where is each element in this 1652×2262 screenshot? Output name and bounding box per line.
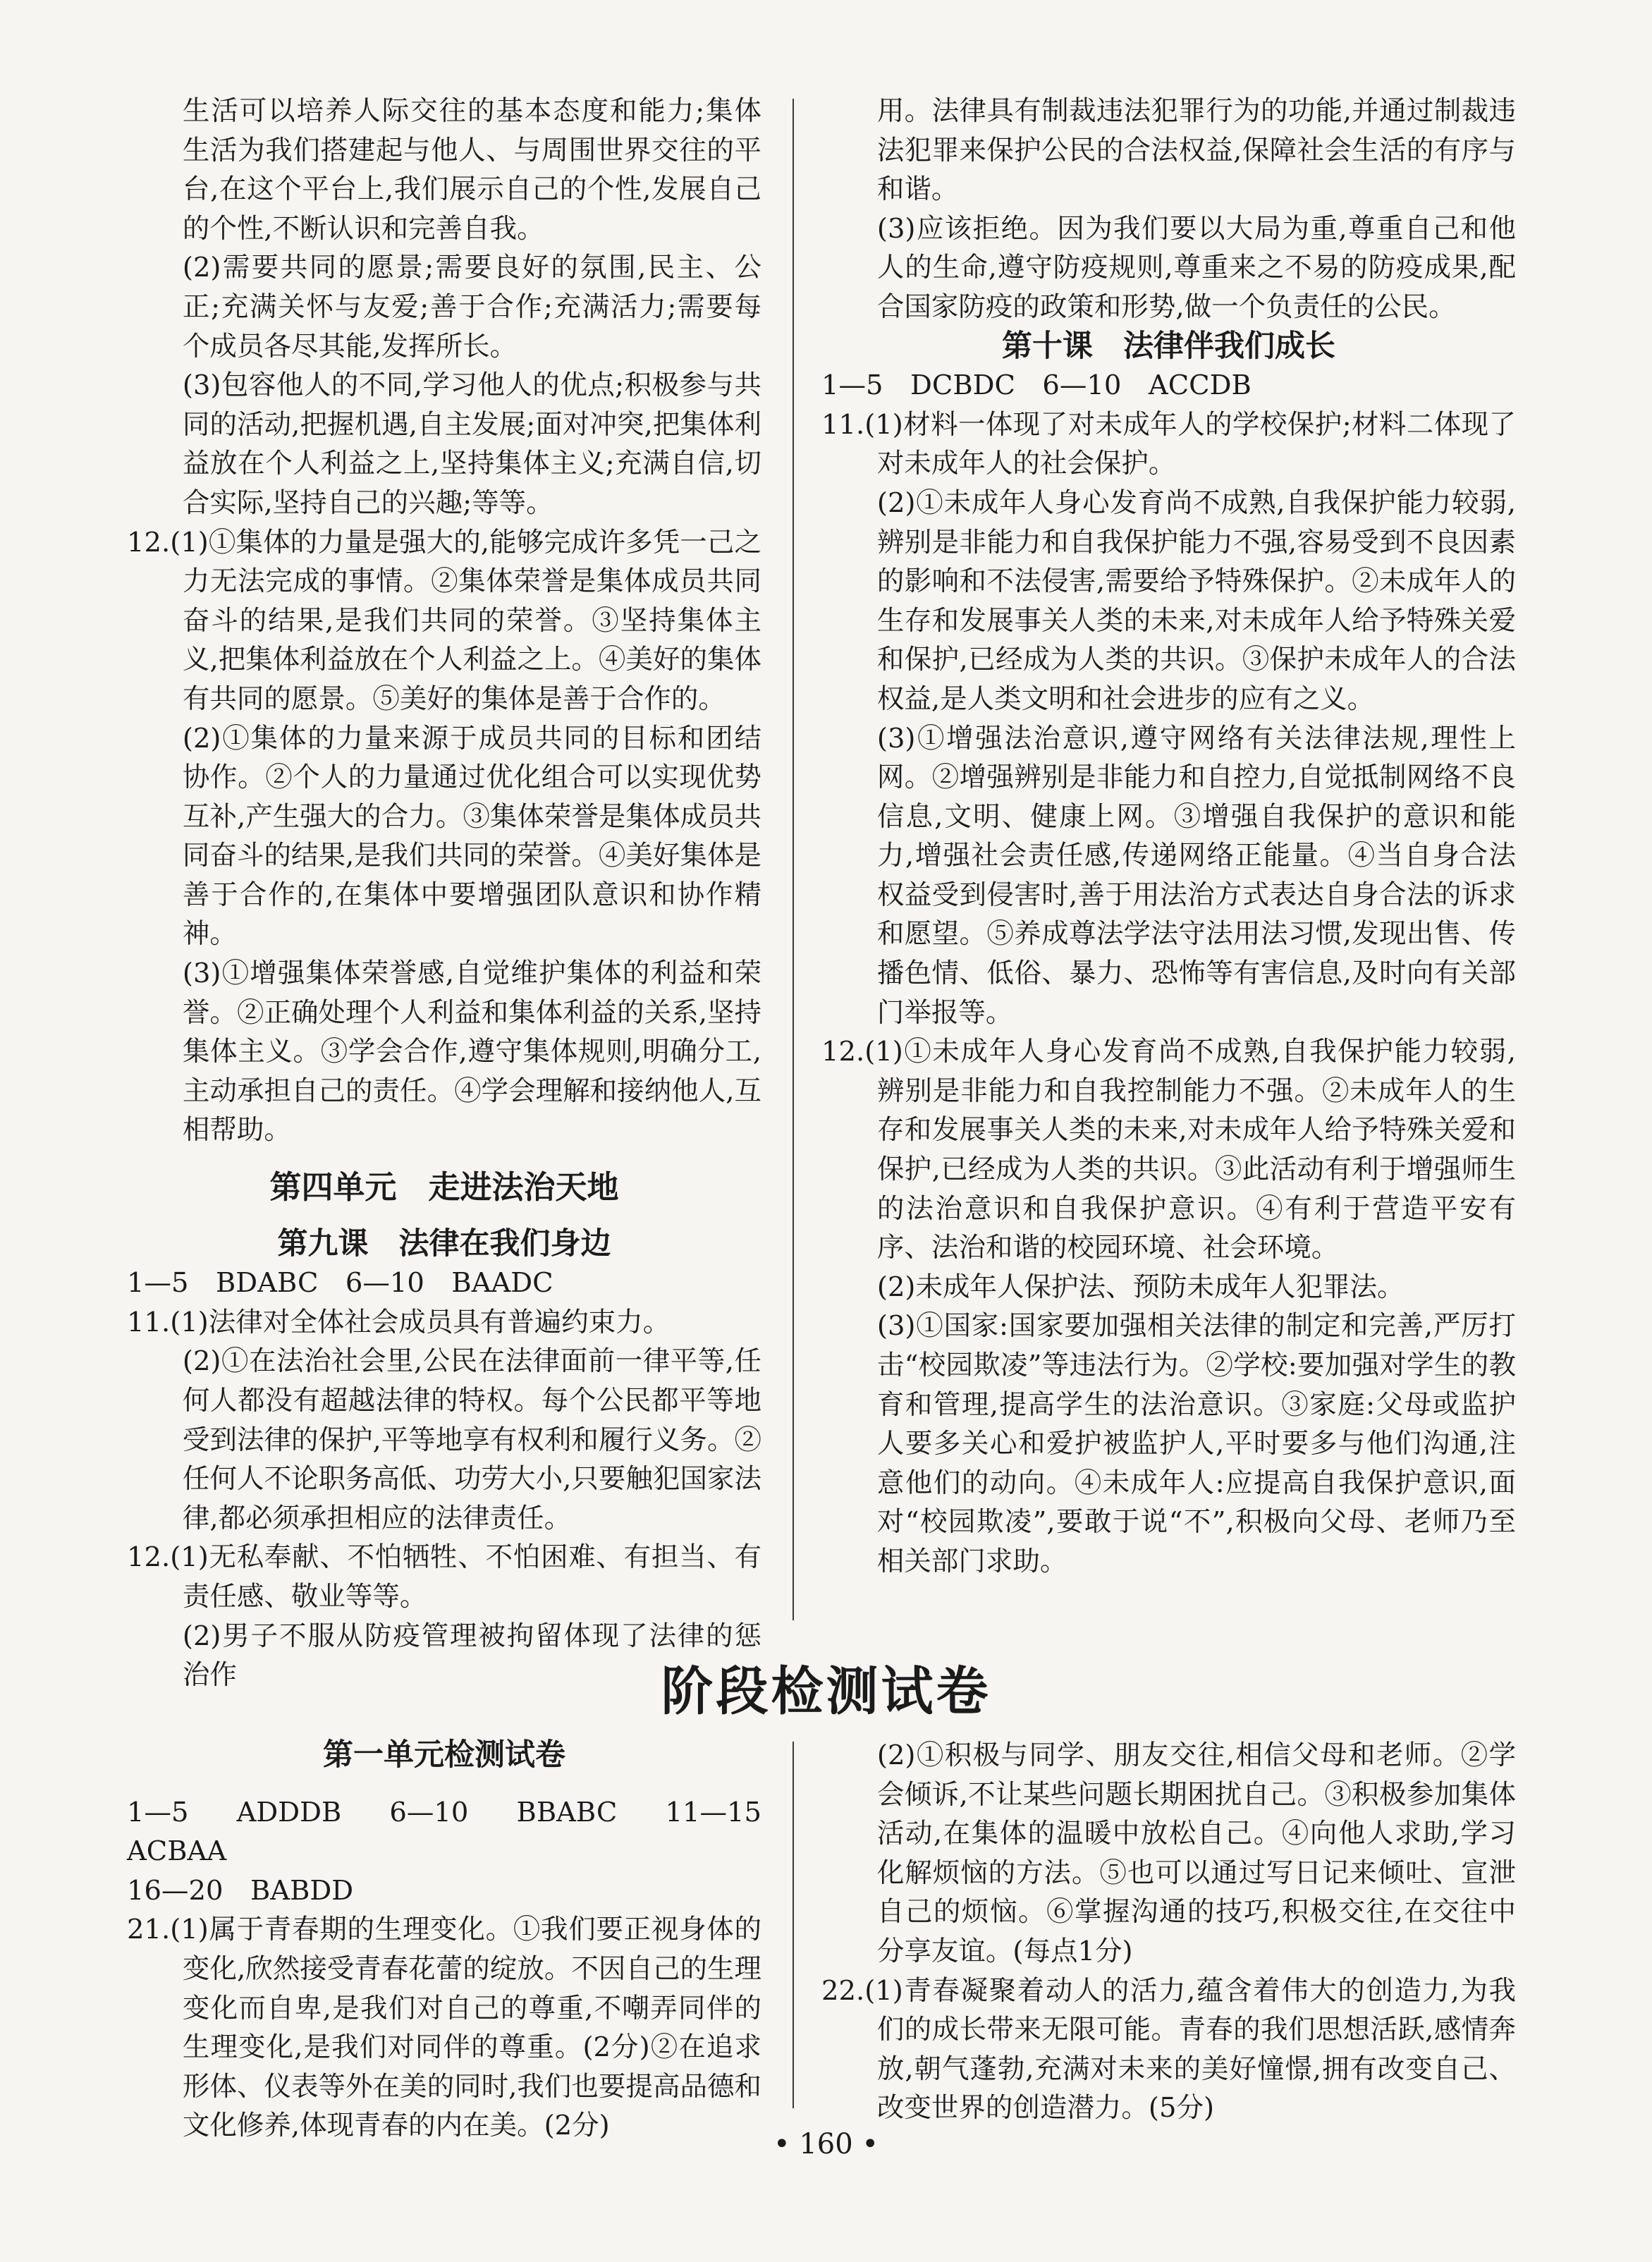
l9-q12-part1-text: (1)无私奉献、不怕牺牲、不怕困难、有担当、有责任感、敬业等等。 [170,1541,761,1613]
intro-paragraph-2: (2)需要共同的愿景;需要良好的氛围,民主、公正;充满关怀与友爱;善于合作;充满活力;需要每个成员各尽其能,发挥所长。 [182,252,761,362]
l10-q11-part2: (2)①未成年人身心发育尚不成熟,自我保护能力较弱,辨别是非能力和自我保护能力不强,容易受到不良因素的影响和不法侵害,需要给予特殊保护。②未成年人的生存和发展事关人类的未来,对未成年人给予特殊关爱和保护,已经成为人类的共识。③保护未成年人的合法权益,是人类文明和社会进步的应有之义。 [876,487,1516,715]
l10-q12-number: 12. [821,1036,865,1068]
l10-q11-part1-text: (1)材料一体现了对未成年人的学校保护;材料二体现了对未成年人的社会保护。 [864,408,1516,480]
q12-part2: (2)①集体的力量来源于成员共同的目标和团结协作。②个人的力量通过优化组合可以实现优势互补,产生强大的合力。③集体荣誉是集体成员共同奋斗的结果,是我们共同的荣誉。④美好集体是善于合作的,在集体中要增强团队意识和协作精神。 [182,722,761,950]
l10-q11-part3: (3)①增强法治意识,遵守网络有关法律法规,理性上网。②增强辨别是非能力和自控力,自觉抵制网络不良信息,文明、健康上网。③增强自我保护的意识和能力,增强社会责任感,传递网络正能量。④当自身合法权益受到侵害时,善于用法治方式表达自身合法的诉求和愿望。⑤养成尊法学法守法用法习惯,发现出售、传播色情、低俗、暴力、恐怖等有害信息,及时向有关部门举报等。 [876,722,1516,1029]
test-q22-part1 [821,1971,1516,2128]
l9-q12-part3: (3)应该拒绝。因为我们要以大局为重,尊重自己和他人的生命,遵守防疫规则,尊重来之不易的防疫成果,配合国家防疫的政策和形势,做一个负责任的公民。 [876,212,1516,323]
page-number: • 160 • [773,2128,879,2160]
l10-q11-part1 [821,405,1516,484]
l9-q12-number: 12. [127,1541,171,1574]
q12-part3: (3)①增强集体荣誉感,自觉维护集体的利益和荣誉。②正确处理个人利益和集体利益的关系,坚持集体主义。③学会合作,遵守集体规则,明确分工,主动承担自己的责任。④学会理解和接纳他人,互相帮助。 [182,958,761,1147]
test-answers-line1: 1—5 ADDDB 6—10 BBABC 11—15 ACBAA [127,1796,789,1868]
l9-q12-part2: (2)男子不服从防疫管理被拘留体现了法律的惩治作 [182,1620,761,1692]
l10-q12-part1-text: (1)①未成年人身心发育尚不成熟,自我保护能力较弱,辨别是非能力和自我控制能力不强。②未成年人的生存和发展事关人类的未来,对未成年人给予特殊关爱和保护,已经成为人类的共识。③此活动有利于增强师生的法治意识和自我保护意识。④有利于营造平安有序、法治和谐的校园环境、社会环境。 [864,1036,1516,1264]
column-divider-bottom [793,1742,794,2108]
test-q21-part1-text: (1)属于青春期的生理变化。①我们要正视身体的变化,欣然接受青春花蕾的绽放。不因自己的生理变化而自卑,是我们对自己的尊重,不嘲弄同伴的生理变化,是我们对同伴的尊重。(2分)②在追求形体、仪表等外在美的同时,我们也要提高品德和文化修养,体现青春的内在美。(2分) [170,1914,761,2142]
l10-q12-part3: (3)①国家:国家要加强相关法律的制定和完善,严厉打击“校园欺凌”等违法行为。②学校:要加强对学生的教育和管理,提高学生的法治意识。③家庭:父母或监护人要多关心和爱护被监护人,平时要多与他们沟通,注意他们的动向。④未成年人:应提高自我保护意识,面对“校园欺凌”,要敢于说“不”,积极向父母、老师乃至相关部门求助。 [876,1310,1516,1577]
test-q22-number: 22. [821,1974,865,2007]
test-q21-part1 [127,1910,761,2146]
l9-q11-number: 11. [127,1306,171,1338]
test-q21-number: 21. [127,1914,171,1946]
l9-q11-part1 [127,1303,761,1343]
lesson9-title: 第九课 法律在我们身边 [277,1225,611,1261]
unit1-test-title: 第一单元检测试卷 [323,1737,565,1773]
lesson10-title: 第十课 法律伴我们成长 [1002,328,1335,364]
bottom-right-column [821,1736,1516,2128]
right-column [821,92,1516,1582]
l10-q12-part1 [821,1032,1516,1268]
intro-paragraph-3: (3)包容他人的不同,学习他人的优点;积极参与共同的活动,把握机遇,自主发展;面对冲突,把集体利益放在个人利益之上,坚持集体主义;充满自信,切合实际,坚持自己的兴趣;等等。 [182,369,761,519]
test-q22-part1-text: (1)青春凝聚着动人的活力,蕴含着伟大的创造力,为我们的成长带来无限可能。青春的我们思想活跃,感情奔放,朝气蓬勃,充满对未来的美好憧憬,拥有改变自己、改变世界的创造潜力。(5分) [864,1974,1516,2125]
section-title: 阶段检测试卷 [661,1661,991,1722]
q12-number: 12. [127,526,171,558]
test-answers-line2: 16—20 BABDD [127,1874,354,1907]
column-divider-top [793,99,794,1620]
l10-q11-number: 11. [821,408,865,441]
bottom-left-column [127,1736,789,2146]
intro-paragraph-1: 生活可以培养人际交往的基本态度和能力;集体生活为我们搭建起与他人、与周围世界交往的平台,在这个平台上,我们展示自己的个性,发展自己的个性,不断认识和完善自我。 [182,95,761,245]
lesson9-choice-answers: 1—5 BDABC 6—10 BAADC [127,1267,553,1300]
test-q21-part2: (2)①积极与同学、朋友交往,相信父母和老师。②学会倾诉,不让某些问题长期困扰自己。③积极参加集体活动,在集体的温暖中放松自己。④向他人求助,学习化解烦恼的方法。⑤也可以通过写日记来倾吐、宣泄自己的烦恼。⑥掌握沟通的技巧,积极交往,在交往中分享友谊。(每点1分) [876,1740,1516,1967]
l10-q12-part2: (2)未成年人保护法、预防未成年人犯罪法。 [876,1271,1405,1303]
q12-part1-text: (1)①集体的力量是强大的,能够完成许多凭一己之力无法完成的事情。②集体荣誉是集体成员共同奋斗的结果,是我们共同的荣誉。③坚持集体主义,把集体利益放在个人利益之上。④美好的集体有共同的愿景。⑤美好的集体是善于合作的。 [170,526,761,715]
continued-paragraph: 用。法律具有制裁违法犯罪行为的功能,并通过制裁违法犯罪来保护公民的合法权益,保障社会生活的有序与和谐。 [876,95,1516,206]
l9-q12-part1 [127,1538,761,1616]
l9-q11-part1-text: (1)法律对全体社会成员具有普遍约束力。 [170,1306,671,1338]
lesson10-choice-answers: 1—5 DCBDC 6—10 ACCDB [821,369,1252,402]
l9-q11-part2: (2)①在法治社会里,公民在法律面前一律平等,任何人都没有超越法律的特权。每个公民都平等地受到法律的保护,平等地享有权利和履行义务。②任何人不论职务高低、功劳大小,只要触犯国家法律,都必须承担相应的法律责任。 [182,1345,761,1534]
left-column [127,92,761,1695]
unit4-title: 第四单元 走进法治天地 [269,1168,619,1206]
q12-part1 [127,523,761,719]
